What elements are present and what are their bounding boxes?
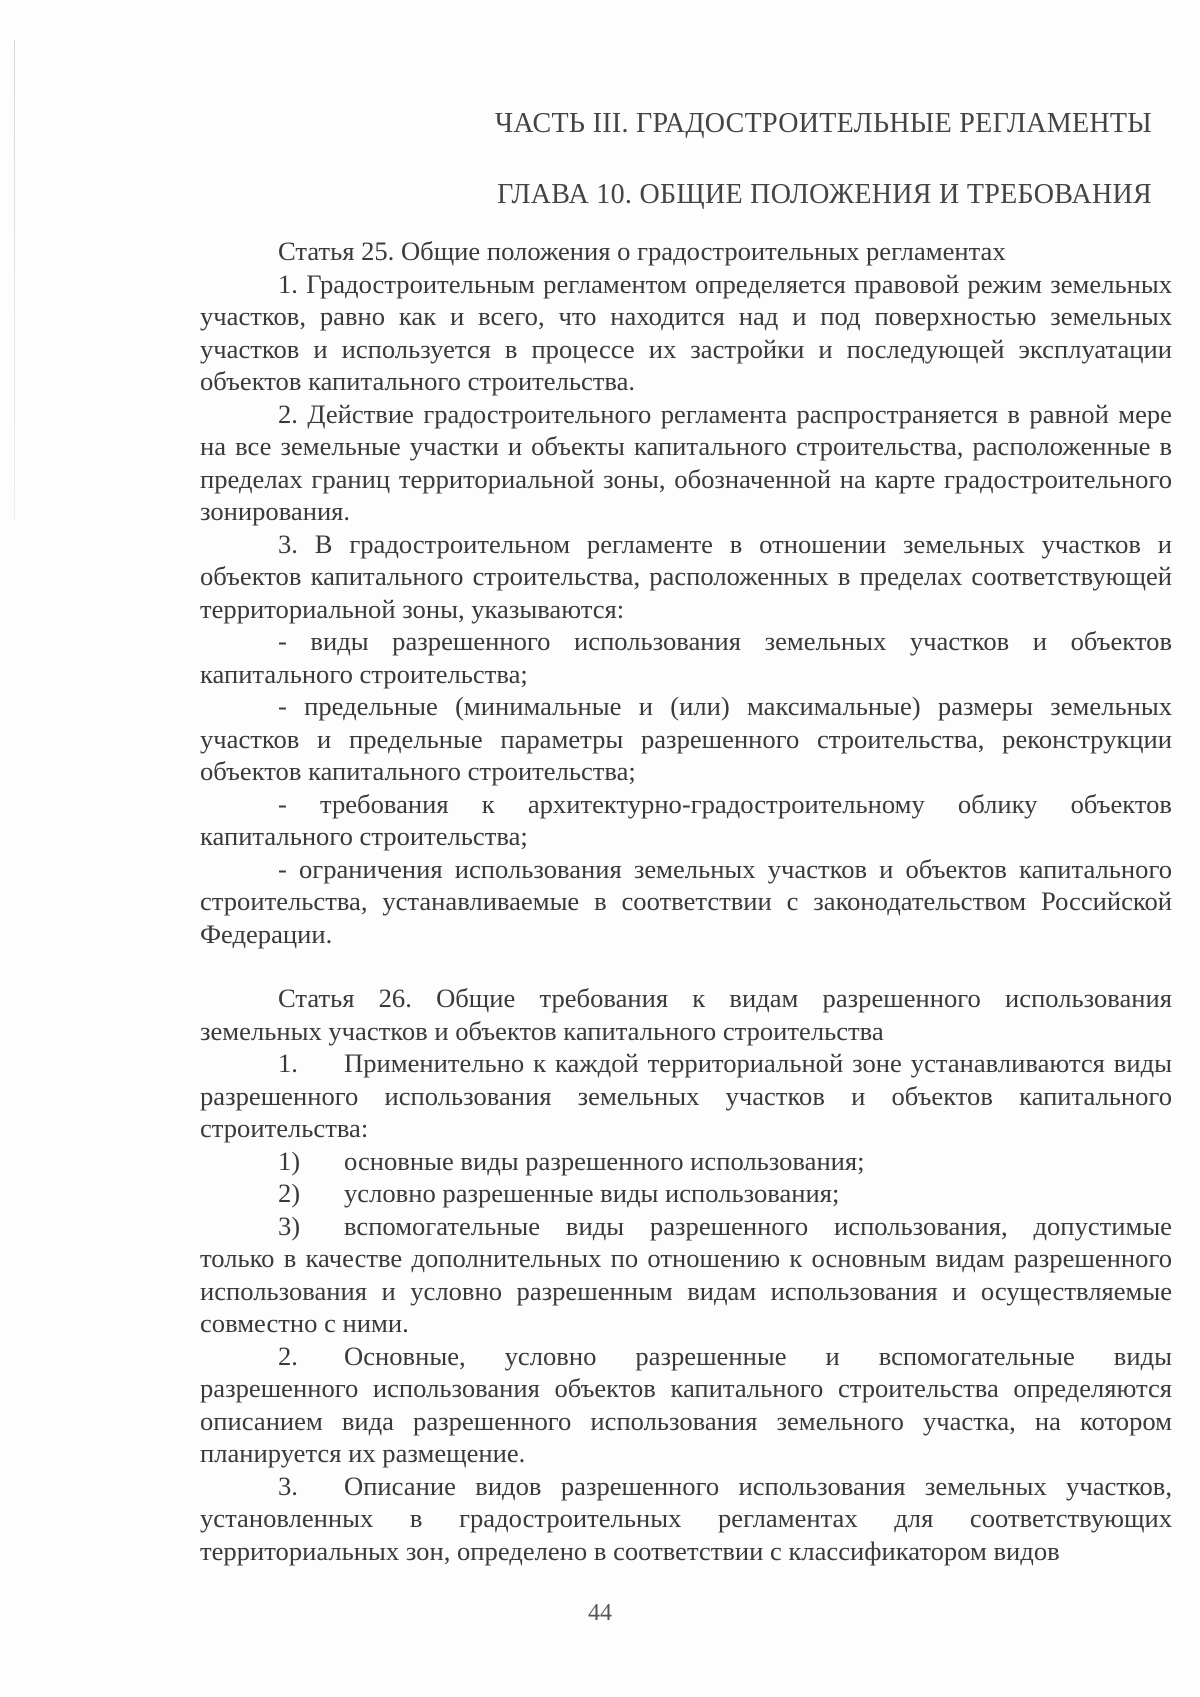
item-number: 3.	[278, 1470, 298, 1501]
article-26-subitem-2	[200, 1177, 1172, 1210]
page-content	[200, 108, 1172, 1567]
item-text: Описание видов разрешенного использования земельных участков, установленных в градостроительных регламентах для соответствующих территориальных зон, определено в соответствии с классификатором видов	[200, 1470, 1172, 1566]
article-25-paragraph-2: 2. Действие градостроительного регламента распространяется в равной мере на все земельные участки и объекты капитального строительства, расположенные в пределах границ территориальной зоны, обозначенной на карте градостроительного зонирования.	[200, 398, 1172, 526]
article-26-paragraph-1	[200, 1047, 1172, 1145]
article-25-paragraph-1: 1. Градостроительным регламентом определяется правовой режим земельных участков, равно как и всего, что находится над и под поверхностью земельных участков и используется в процессе их застройки и последующей эксплуатации объектов капитального строительства.	[200, 268, 1172, 396]
article-26-paragraph-2	[200, 1340, 1172, 1470]
item-number: 1.	[278, 1048, 298, 1078]
item-number: 1)	[278, 1145, 301, 1176]
part-title: ЧАСТЬ III. ГРАДОСТРОИТЕЛЬНЫЕ РЕГЛАМЕНТЫ	[494, 108, 1152, 139]
item-text: Основные, условно разрешенные и вспомогательные виды разрешенного использования объектов капитального строительства определяются описанием вида разрешенного использования земельного участка, на котором планируется их размещение.	[200, 1340, 1172, 1468]
section-gap	[200, 950, 1172, 982]
item-text: вспомогательные виды разрешенного использования, допустимые только в качестве дополнительных по отношению к основным видам разрешенного использования и условно разрешенным видам использования и осуществляемые совместно с ними.	[200, 1210, 1172, 1338]
item-number: 2)	[278, 1178, 301, 1208]
article-25-paragraph-3: 3. В градостроительном регламенте в отношении земельных участков и объектов капитального строительства, расположенных в пределах соответствующей территориальной зоны, указываются:	[200, 528, 1172, 624]
article-25-bullet: - требования к архитектурно-градостроительному облику объектов капитального строительства;	[200, 788, 1172, 851]
article-25-bullet: - ограничения использования земельных участков и объектов капитального строительства, устанавливаемые в соответствии с законодательством Российской Федерации.	[200, 853, 1172, 949]
item-number: 3)	[278, 1210, 301, 1241]
article-25-title: Статья 25. Общие положения о градостроительных регламентах	[278, 236, 1006, 266]
article-26-paragraph-3	[200, 1470, 1172, 1568]
item-text: основные виды разрешенного использования;	[344, 1145, 865, 1176]
article-26-subitem-1	[200, 1145, 1172, 1178]
item-number: 2.	[278, 1340, 298, 1371]
item-text: условно разрешенные виды использования;	[344, 1178, 840, 1208]
article-25-bullet: - предельные (минимальные и (или) максимальные) размеры земельных участков и предельные параметры разрешенного строительства, реконструкции объектов капитального строительства;	[200, 691, 1172, 786]
article-26-title: Статья 26. Общие требования к видам разрешенного использования земельных участков и объектов капитального строительства	[200, 983, 1172, 1046]
chapter-title: ГЛАВА 10. ОБЩИЕ ПОЛОЖЕНИЯ И ТРЕБОВАНИЯ	[497, 178, 1152, 210]
page-number: 44	[588, 1600, 612, 1626]
scan-edge-mark	[14, 40, 15, 520]
article-26-subitem-3	[200, 1210, 1172, 1340]
article-25-bullet: - виды разрешенного использования земельных участков и объектов капитального строительства;	[200, 626, 1172, 689]
item-text: Применительно к каждой территориальной зоне устанавливаются виды разрешенного использования земельных участков и объектов капитального строительства:	[200, 1048, 1172, 1143]
